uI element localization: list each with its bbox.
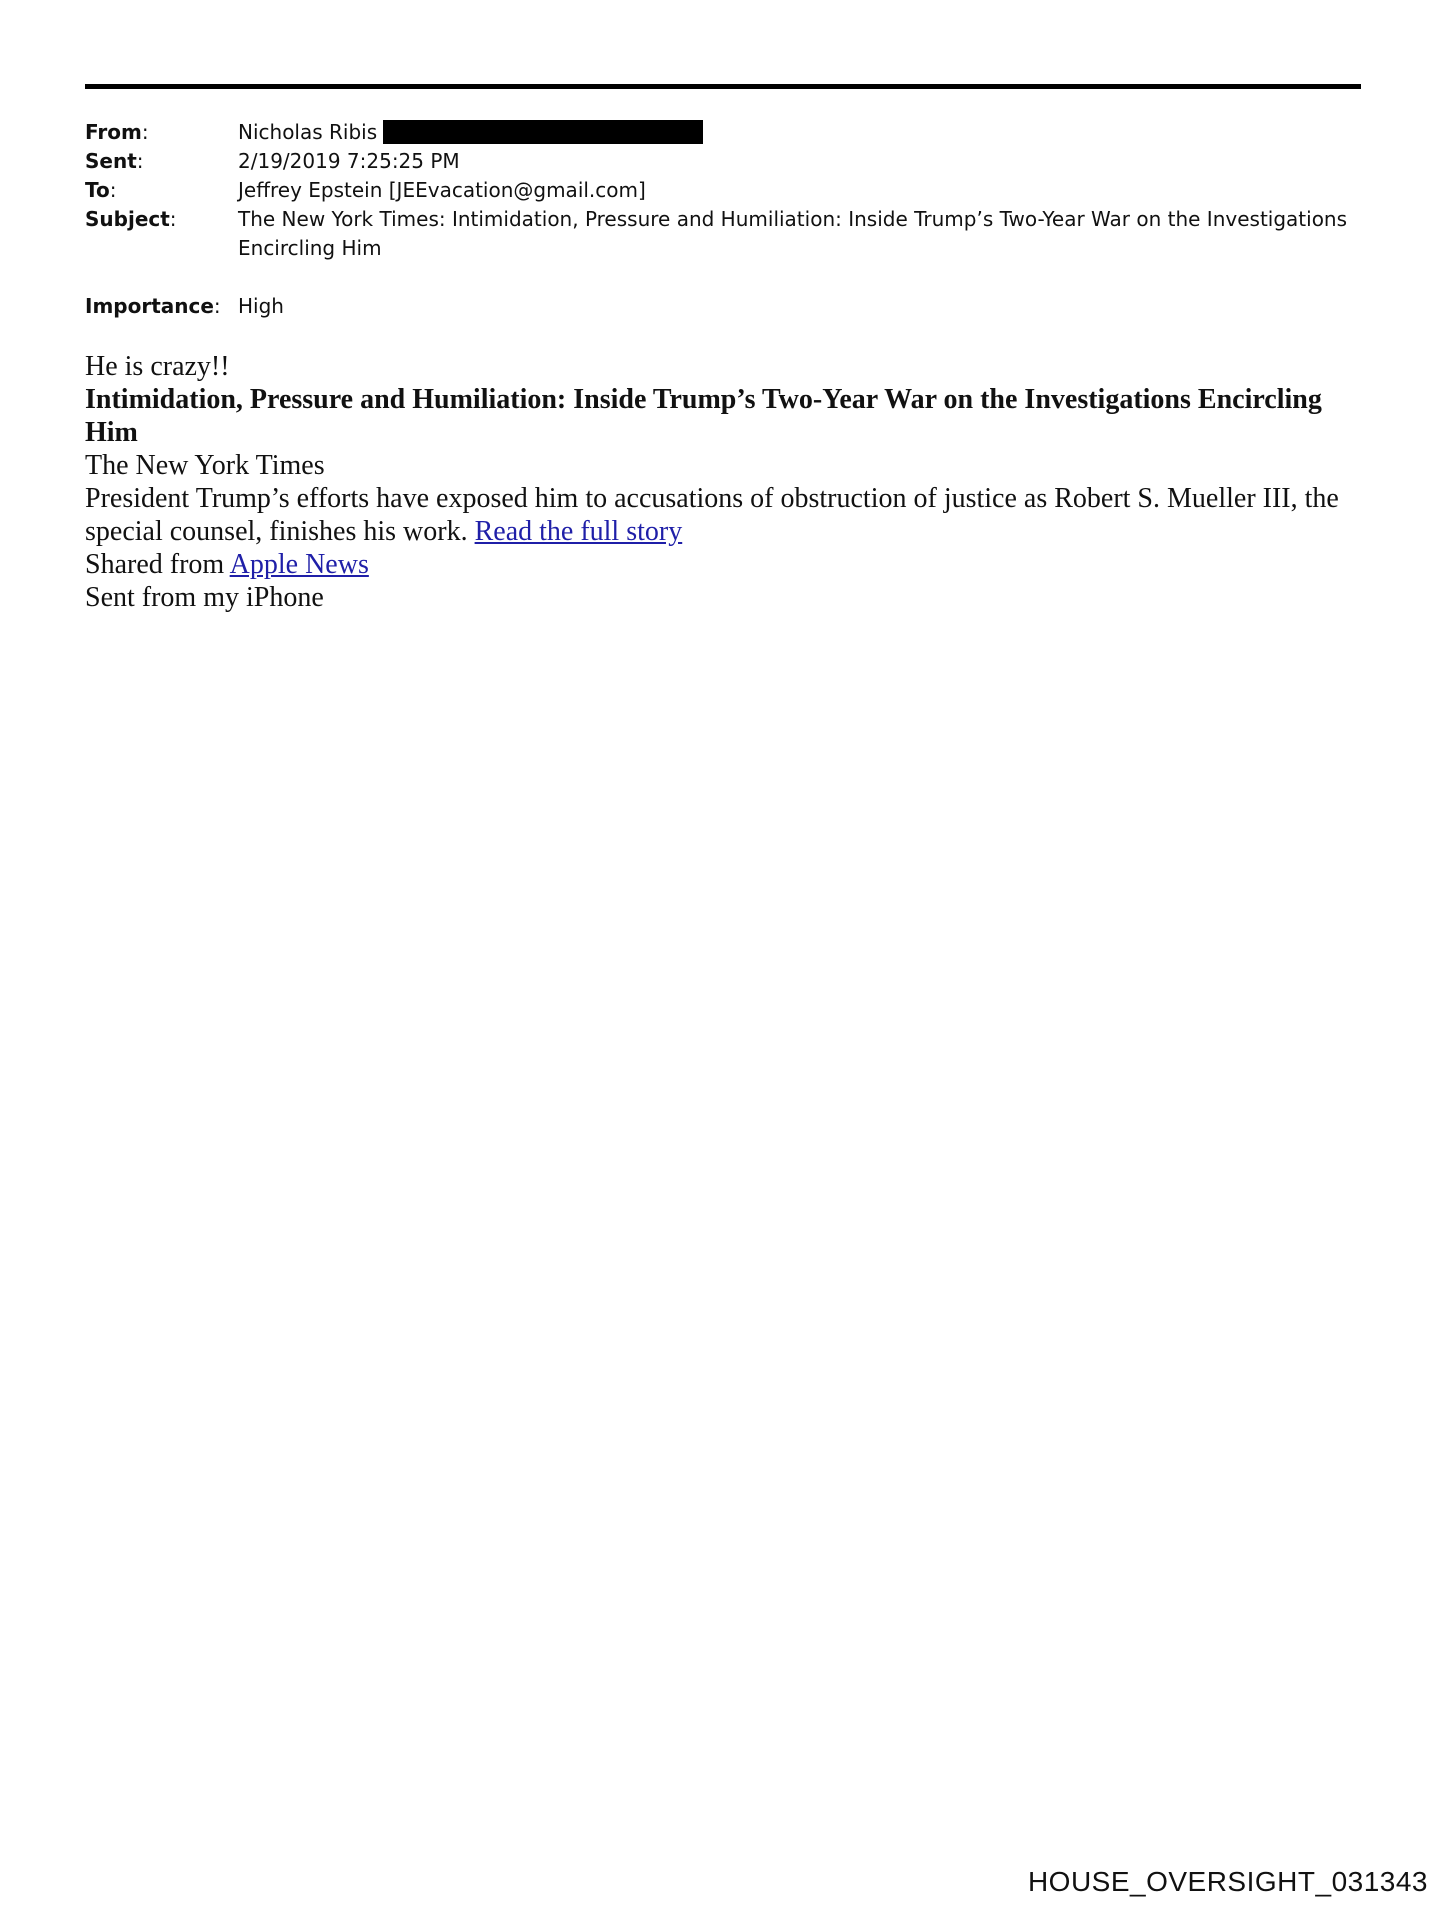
- importance-row: [85, 292, 1375, 321]
- from-name: Nicholas Ribis: [238, 120, 378, 144]
- email-body: [85, 350, 1370, 614]
- importance-value: High: [238, 294, 284, 318]
- bates-number: HOUSE_OVERSIGHT_031343: [1027, 1866, 1428, 1897]
- to-label: [85, 176, 238, 205]
- to-colon: :: [109, 178, 117, 202]
- subject-row: [85, 205, 1375, 263]
- article-summary: [85, 482, 1370, 548]
- subject-value: The New York Times: Intimidation, Pressure and Humiliation: Inside Trump’s Two-Year War on the Investigations Encircling Him: [238, 207, 1348, 260]
- importance-colon: :: [213, 294, 221, 318]
- article-source: The New York Times: [85, 450, 325, 481]
- sent-value: 2/19/2019 7:25:25 PM: [238, 149, 460, 173]
- summary-text: President Trump’s efforts have exposed him to accusations of obstruction of justice as Robert S. Mueller III, the special counsel, finishes his work.: [85, 483, 1339, 547]
- sent-label: [85, 147, 238, 176]
- greeting-text: He is crazy!!: [85, 351, 230, 382]
- subject-colon: :: [169, 207, 177, 231]
- importance-label-text: Importance: [85, 294, 214, 318]
- sent-label-text: Sent: [85, 149, 137, 173]
- sent-colon: :: [136, 149, 144, 173]
- read-full-story-link[interactable]: Read the full story: [474, 516, 683, 547]
- redaction-bar: [383, 120, 703, 144]
- to-row: [85, 176, 1375, 205]
- importance-label: [85, 292, 238, 321]
- apple-news-link[interactable]: Apple News: [229, 549, 369, 580]
- to-value: Jeffrey Epstein [JEEvacation@gmail.com]: [238, 178, 646, 202]
- signature-text: Sent from my iPhone: [85, 582, 324, 613]
- top-divider: [85, 84, 1361, 89]
- from-colon: :: [141, 120, 149, 144]
- subject-label-text: Subject: [85, 207, 170, 231]
- shared-from: [85, 548, 1370, 581]
- from-label-text: From: [85, 120, 142, 144]
- article-headline: Intimidation, Pressure and Humiliation: Inside Trump’s Two-Year War on the Investigations Encircling Him: [85, 384, 1322, 448]
- to-label-text: To: [85, 178, 110, 202]
- from-row: [85, 118, 1375, 147]
- shared-prefix: Shared from: [85, 549, 225, 580]
- sent-row: [85, 147, 1375, 176]
- from-label: [85, 118, 238, 147]
- from-value: [238, 118, 1358, 147]
- subject-label: [85, 205, 238, 234]
- email-header: [85, 118, 1375, 321]
